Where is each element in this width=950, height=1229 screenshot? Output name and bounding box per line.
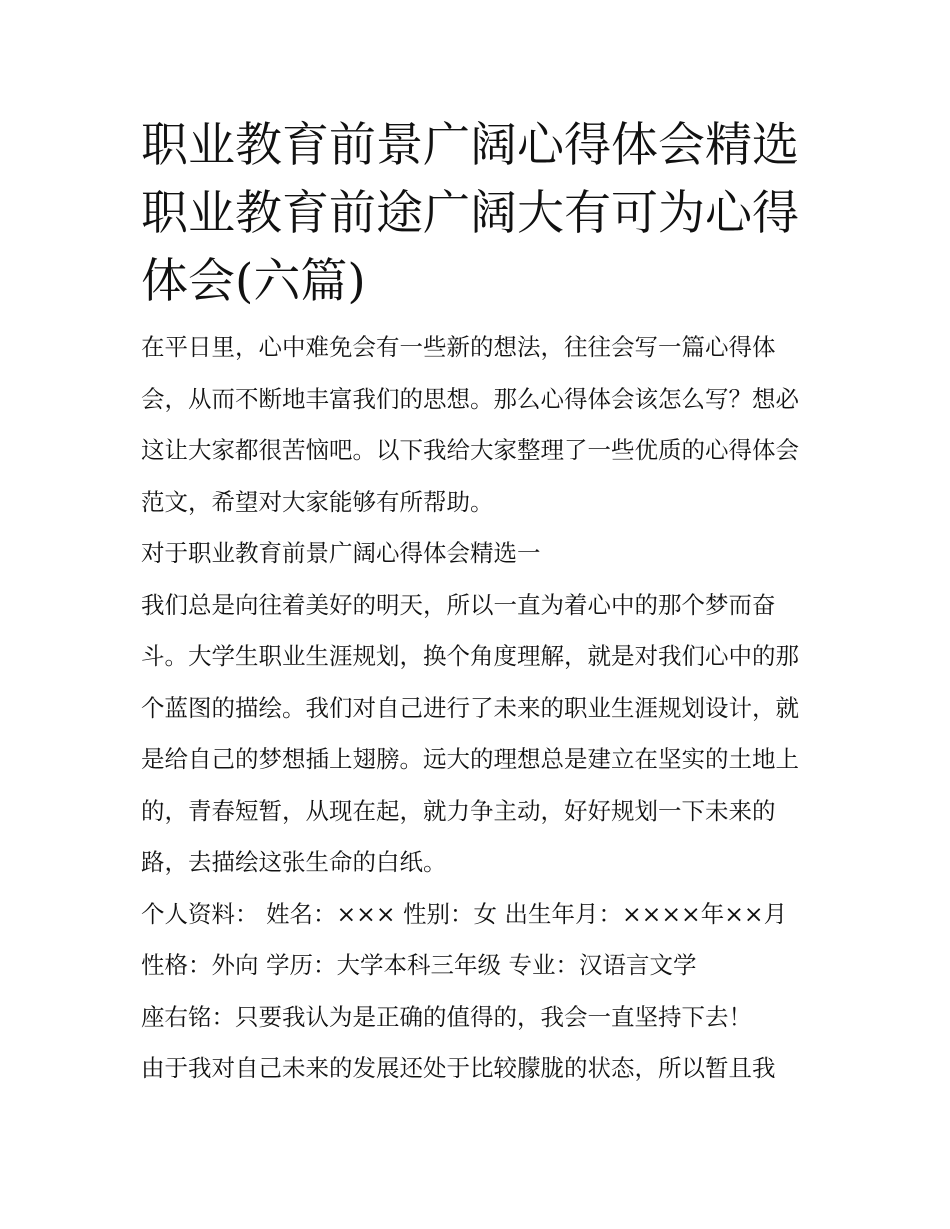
intro-paragraph: 在平日里，心中难免会有一些新的想法，往往会写一篇心得体会，从而不断地丰富我们的思想。那么心得体会该怎么写？想必这让大家都很苦恼吧。以下我给大家整理了一些优质的心得体会范文，希望对大家能够有所帮助。 bbox=[141, 333, 799, 516]
motto-paragraph: 座右铭：只要我认为是正确的值得的，我会一直坚持下去！ bbox=[141, 1002, 752, 1031]
body-paragraph: 我们总是向往着美好的明天，所以一直为着心中的那个梦而奋斗。大学生职业生涯规划，换个角度理解，就是对我们心中的那个蓝图的描绘。我们对自己进行了未来的职业生涯规划设计，就是给自己的梦想插上翅膀。远大的理想总是建立在坚实的土地上的，青春短暂，从现在起，就力争主动，好好规划一下未来的路，去描绘这张生命的白纸。 bbox=[141, 590, 799, 876]
document-content bbox=[141, 112, 813, 1095]
personal-info-paragraph: 个人资料： 姓名：××× 性别：女 出生年月：××××年××月 性格：外向 学历：大学本科三年级 专业：汉语言文学 bbox=[141, 899, 788, 979]
document-title: 职业教育前景广阔心得体会精选 职业教育前途广阔大有可为心得体会(六篇) bbox=[141, 118, 799, 309]
continued-paragraph: 由于我对自己未来的发展还处于比较朦胧的状态，所以暂且我 bbox=[141, 1054, 776, 1082]
section-heading: 对于职业教育前景广阔心得体会精选一 bbox=[141, 539, 541, 567]
